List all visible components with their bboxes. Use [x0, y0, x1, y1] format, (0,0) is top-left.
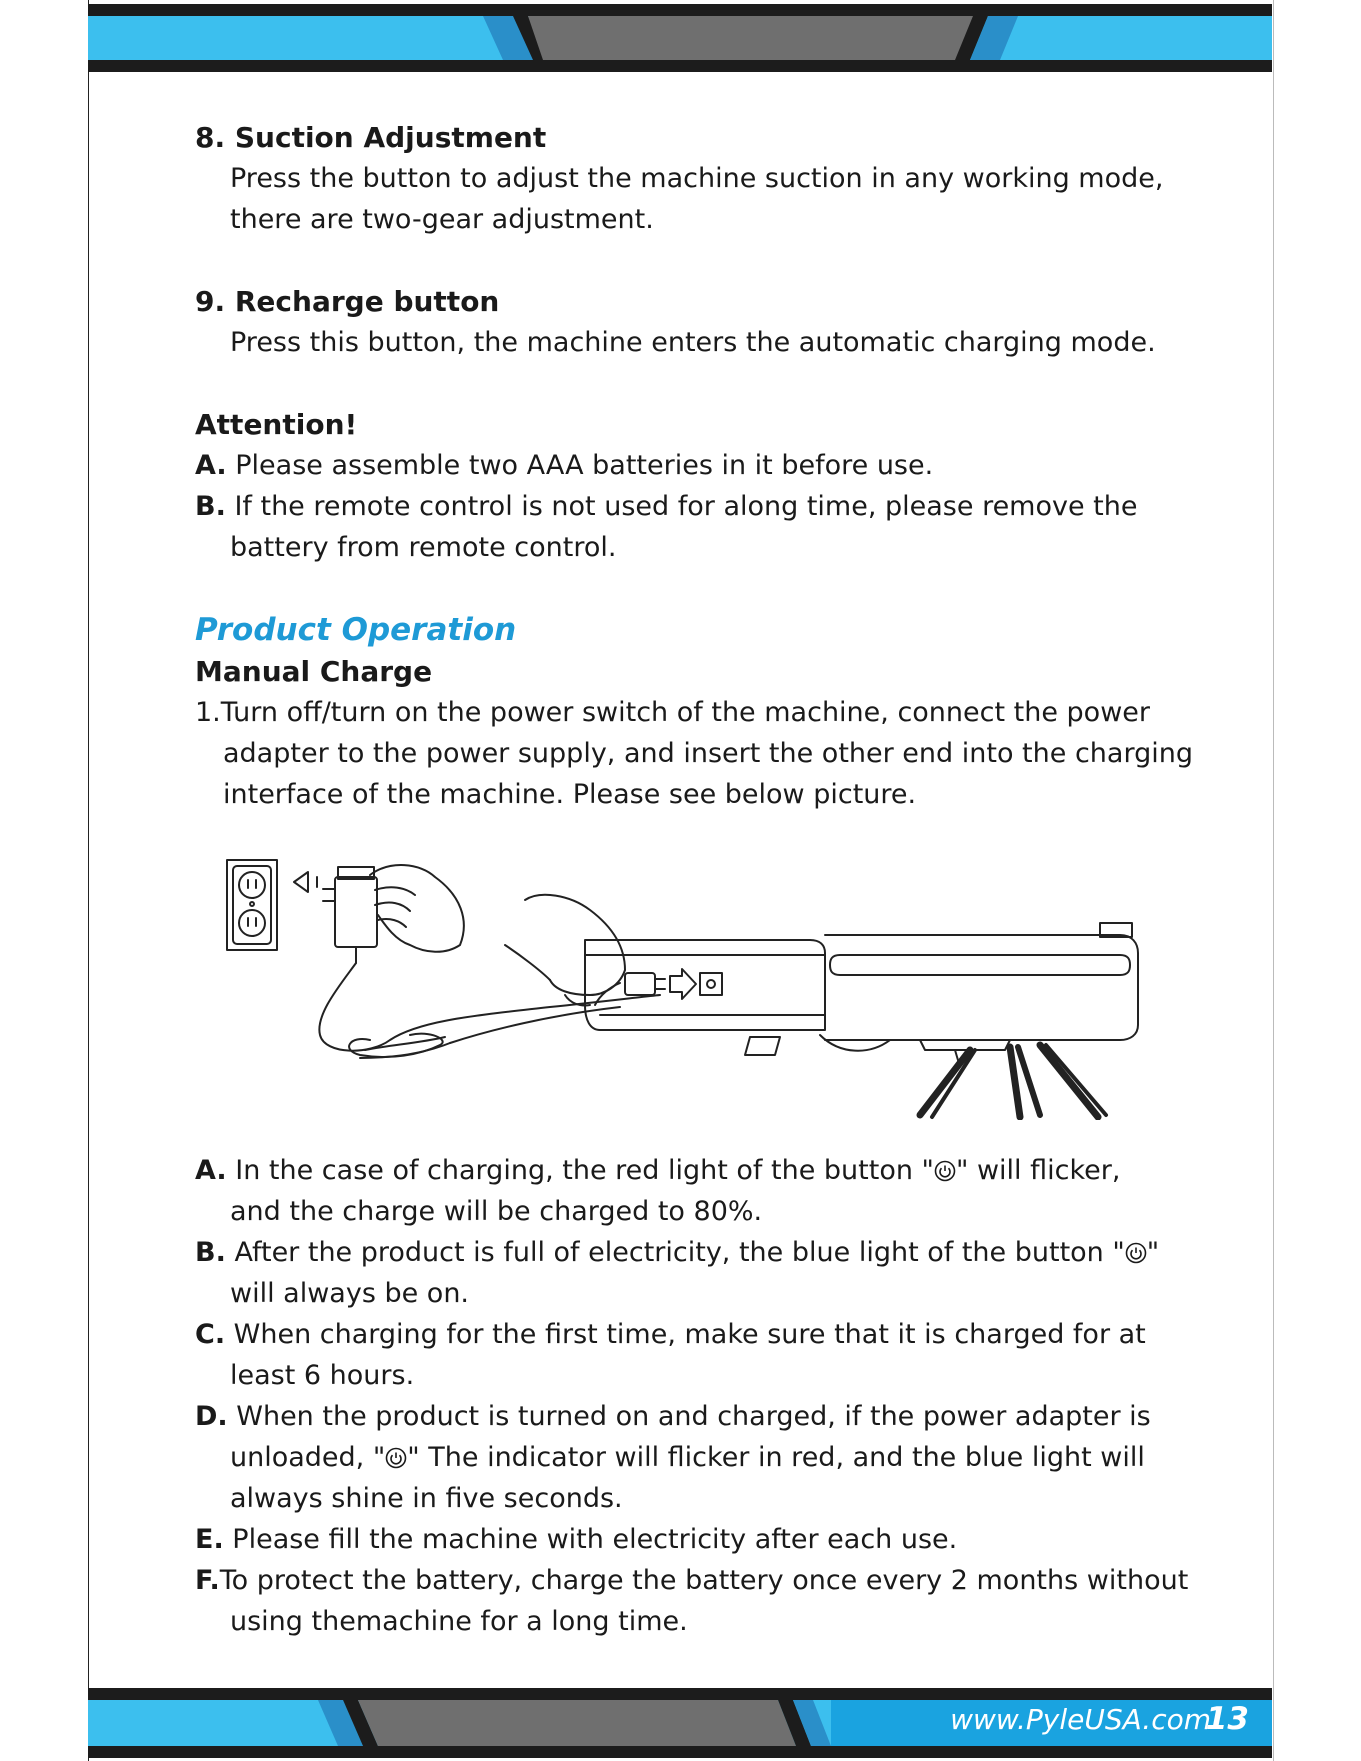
item-8-text-line1: Press the button to adjust the machine suction in any working mode,	[230, 163, 1164, 194]
attention-a	[195, 445, 1195, 486]
list-text: " The indicator will flicker in red, and the blue light will	[407, 1442, 1145, 1473]
list-text: Please fill the machine with electricity after each use.	[232, 1524, 958, 1555]
charging-notes	[195, 1150, 1195, 1642]
step-text: Turn off/turn on the power switch of the machine, connect the power	[220, 697, 1150, 728]
list-letter: A.	[195, 450, 227, 481]
page-number: 13	[1205, 1701, 1249, 1737]
attention-b-line2: battery from remote control.	[230, 532, 617, 563]
list-text: unloaded, "	[230, 1442, 386, 1473]
note-a-line1	[195, 1150, 1195, 1191]
item-9-text: Press this button, the machine enters the automatic charging mode.	[230, 327, 1156, 358]
section-title: Product Operation	[195, 612, 517, 648]
item-9-heading	[195, 282, 1195, 322]
note-f-line1	[195, 1560, 1195, 1601]
item-title: Recharge button	[234, 285, 500, 318]
step-1-line3: interface of the machine. Please see below picture.	[223, 779, 917, 810]
list-text: When charging for the first time, make sure that it is charged for at	[233, 1319, 1146, 1350]
item-title: Suction Adjustment	[234, 121, 547, 154]
power-icon	[1125, 1242, 1147, 1264]
note-b-line1	[195, 1232, 1195, 1273]
list-text: To protect the battery, charge the battery once every 2 months without	[219, 1565, 1189, 1596]
list-letter: A.	[195, 1155, 227, 1186]
list-letter: E.	[195, 1524, 224, 1555]
list-text: In the case of charging, the red light of the button "	[235, 1155, 934, 1186]
note-e	[195, 1519, 1195, 1560]
note-c-line2: least 6 hours.	[230, 1360, 415, 1391]
note-a-line2: and the charge will be charged to 80%.	[230, 1196, 763, 1227]
charging-illustration	[220, 855, 1160, 1120]
list-text: " will flicker,	[955, 1155, 1121, 1186]
item-number: 8.	[195, 121, 226, 154]
note-d-line2	[195, 1437, 1195, 1478]
note-d-line3: always shine in five seconds.	[230, 1483, 623, 1514]
attention-b	[195, 486, 1195, 527]
header-band	[88, 4, 1272, 72]
note-d-line1	[195, 1396, 1195, 1437]
power-icon	[385, 1447, 407, 1469]
power-icon	[934, 1160, 956, 1182]
item-number: 9.	[195, 285, 226, 318]
power-adapter-icon	[323, 867, 377, 963]
subsection-title: Manual Charge	[195, 655, 433, 688]
list-text: When the product is turned on and charged, if the power adapter is	[236, 1401, 1151, 1432]
list-letter: B.	[195, 491, 226, 522]
item-8-text-line2: there are two-gear adjustment.	[230, 204, 654, 235]
note-c-line1	[195, 1314, 1195, 1355]
footer-url[interactable]: www.PyleUSA.com	[950, 1703, 1211, 1736]
step-1-line1	[195, 692, 1195, 733]
wall-outlet-icon	[227, 860, 277, 950]
list-text: If the remote control is not used for along time, please remove the	[234, 491, 1138, 522]
list-letter: B.	[195, 1237, 226, 1268]
robot-vacuum-icon	[585, 923, 1138, 1117]
list-letter: D.	[195, 1401, 228, 1432]
attention-title: Attention!	[195, 408, 358, 441]
list-text: After the product is full of electricity, the blue light of the button "	[234, 1237, 1125, 1268]
list-text: Please assemble two AAA batteries in it before use.	[235, 450, 934, 481]
note-b-line2: will always be on.	[230, 1278, 470, 1309]
note-f-line2: using themachine for a long time.	[230, 1606, 688, 1637]
item-8-heading	[195, 118, 1195, 158]
list-letter: C.	[195, 1319, 226, 1350]
step-1-line2: adapter to the power supply, and insert the other end into the charging	[223, 738, 1193, 769]
list-text: "	[1146, 1237, 1160, 1268]
step-number: 1.	[195, 697, 221, 728]
manual-content	[195, 118, 1195, 815]
list-letter: F.	[195, 1565, 220, 1596]
